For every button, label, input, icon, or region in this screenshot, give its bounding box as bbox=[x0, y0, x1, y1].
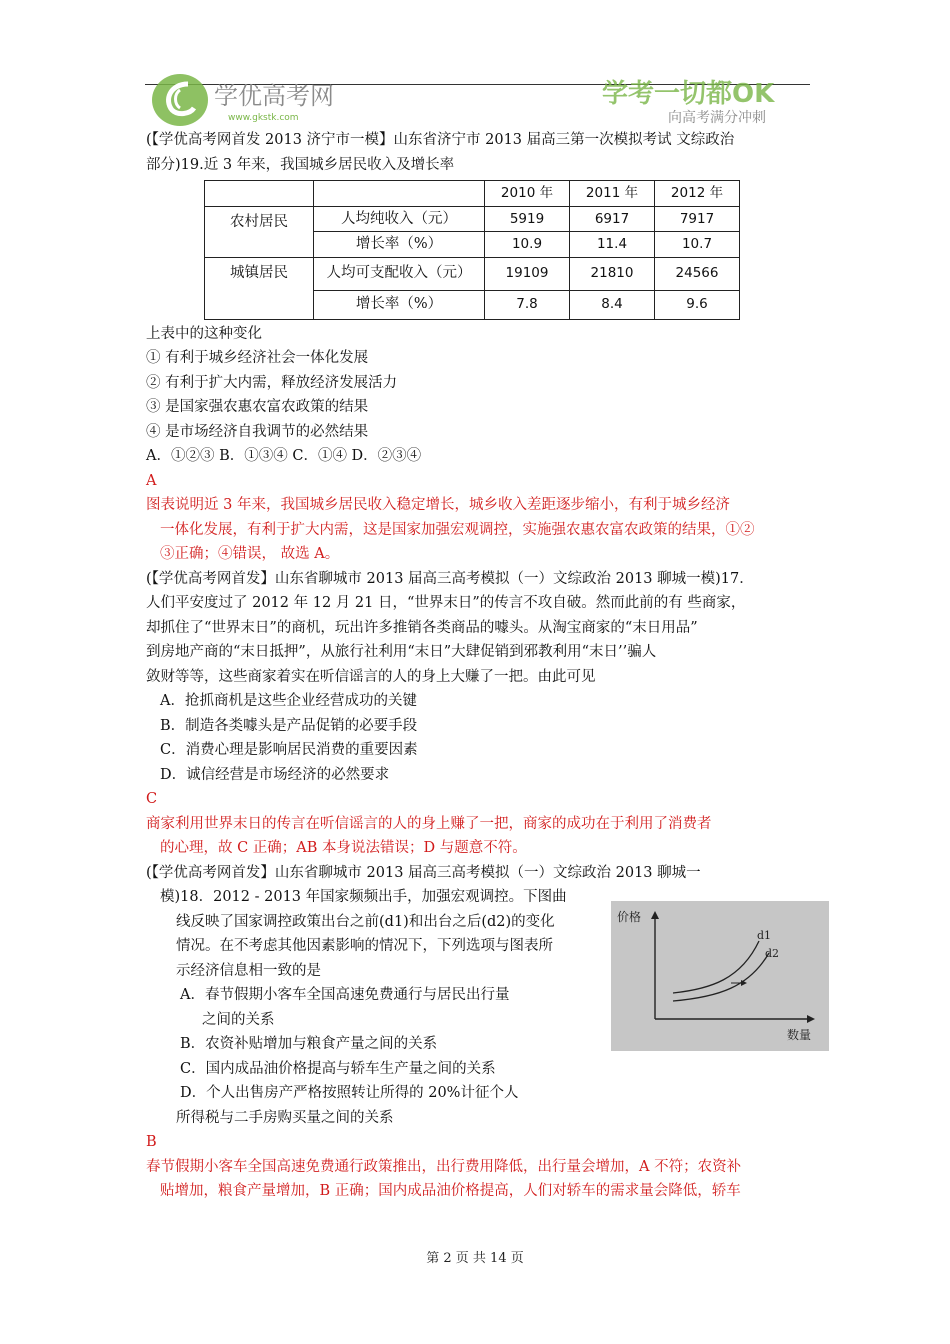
q1-item: ① 有利于城乡经济社会一体化发展 bbox=[146, 350, 369, 366]
q2-line: 到房地产商的“末日抵押”，从旅行社利用“末日”大肆促销到邪教利用“末日’’骗人 bbox=[146, 644, 657, 660]
q1-stem: 上表中的这种变化 bbox=[146, 325, 262, 342]
svg-text:www.gkstk.com: www.gkstk.com bbox=[228, 113, 299, 123]
q1-item: ② 有利于扩大内需，释放经济发展活力 bbox=[146, 374, 398, 391]
q2-option: A．抢抓商机是这些企业经营成功的关键 bbox=[160, 693, 417, 709]
q3-option-c: C．国内成品油价格提高与轿车生产量之间的关系 bbox=[180, 1060, 496, 1077]
value-cell: 11.4 bbox=[570, 232, 655, 258]
q2-explanation: 的心理，故 C 正确；AB 本身说法错误；D 与题意不符。 bbox=[160, 840, 527, 856]
gkstk-logo bbox=[150, 70, 380, 126]
value-cell: 5919 bbox=[485, 206, 570, 232]
q3-option-d: 所得税与二手房购买量之间的关系 bbox=[176, 1109, 394, 1126]
table-row bbox=[205, 181, 740, 207]
q3-line: 线反映了国家调控政策出台之前(d1)和出台之后(d2)的变化 bbox=[176, 913, 555, 930]
q3-explanation: 贴增加，粮食产量增加，B 正确；国内成品油价格提高，人们对轿车的需求量会降低，轿车 bbox=[160, 1183, 741, 1199]
value-cell: 7917 bbox=[655, 206, 740, 232]
q2-line: 人们平安度过了 2012 年 12 月 21 日，“世界末日”的传言不攻自破。然而此前的有 些商家， bbox=[146, 595, 746, 611]
q1-options: A．①②③ B．①③④ C．①④ D．②③④ bbox=[146, 448, 422, 464]
document-body bbox=[146, 128, 810, 1204]
q1-explanation: 一体化发展，有利于扩大内需，这是国家加强宏观调控，实施强农惠农富农政策的结果，①② bbox=[160, 521, 755, 538]
q3-answer: B bbox=[146, 1134, 157, 1150]
q1-explanation: 图表说明近 3 年来，我国城乡居民收入稳定增长，城乡收入差距逐步缩小，有利于城乡经济 bbox=[146, 497, 730, 513]
q3-line: (【学优高考网首发】山东省聊城市 2013 届高三高考模拟（一）文综政治 2013 聊城一 bbox=[146, 864, 701, 881]
q2-option: B．制造各类噱头是产品促销的必要手段 bbox=[160, 717, 418, 734]
q3-line: 情况。在不考虑其他因素影响的情况下，下列选项与图表所 bbox=[176, 938, 553, 954]
x-axis-label: 数量 bbox=[787, 1027, 812, 1042]
value-cell: 6917 bbox=[570, 206, 655, 232]
value-cell: 10.7 bbox=[655, 232, 740, 258]
metric-cell: 人均纯收入（元） bbox=[314, 206, 485, 232]
q3-line: 模)18．2012 - 2013 年国家频频出手，加强宏观调控。下图曲 bbox=[160, 889, 567, 905]
value-cell: 19109 bbox=[485, 257, 570, 290]
svg-text:学优高考网: 学优高考网 bbox=[214, 82, 334, 110]
q2-answer: C bbox=[146, 791, 158, 807]
q1-explanation: ③正确；④错误， 故选 A。 bbox=[160, 546, 340, 562]
urban-label: 城镇居民 bbox=[205, 257, 314, 319]
q1-item: ④ 是市场经济自我调节的必然结果 bbox=[146, 423, 369, 440]
slogan-logo bbox=[600, 74, 810, 130]
curve-label-d1: d1 bbox=[757, 928, 772, 942]
value-cell: 24566 bbox=[655, 257, 740, 290]
q1-intro-line1: (【学优高考网首发 2013 济宁市一模】山东省济宁市 2013 届高三第一次模拟考试 文综政治 bbox=[146, 132, 735, 148]
table-row bbox=[205, 206, 740, 232]
q3-option-b: B．农资补贴增加与粮食产量之间的关系 bbox=[180, 1036, 438, 1052]
q2-explanation: 商家利用世界末日的传言在听信谣言的人的身上赚了一把，商家的成功在于利用了消费者 bbox=[146, 815, 712, 832]
value-cell: 21810 bbox=[570, 257, 655, 290]
rural-label: 农村居民 bbox=[205, 206, 314, 257]
svg-text:向高考满分冲刺: 向高考满分冲刺 bbox=[668, 110, 766, 126]
value-cell: 10.9 bbox=[485, 232, 570, 258]
q3-option-d: D．个人出售房产严格按照转让所得的 20%计征个人 bbox=[180, 1085, 519, 1101]
value-cell: 7.8 bbox=[485, 290, 570, 319]
q2-line: (【学优高考网首发】山东省聊城市 2013 届高三高考模拟（一）文综政治 2013 聊城一模)17． bbox=[146, 570, 754, 587]
income-table bbox=[204, 180, 740, 320]
q3-option-a: A．春节假期小客车全国高速免费通行与居民出行量 bbox=[180, 987, 510, 1003]
page-footer: 第 2 页 共 14 页 bbox=[426, 1251, 524, 1266]
q2-option: C．消费心理是影响居民消费的重要因素 bbox=[160, 742, 418, 758]
year-header: 2011 年 bbox=[570, 181, 655, 207]
curve-label-d2: d2 bbox=[765, 946, 780, 960]
q3-line: 示经济信息相一致的是 bbox=[176, 962, 321, 979]
q2-line: 敛财等等，这些商家着实在听信谣言的人的身上大赚了一把。由此可见 bbox=[146, 668, 596, 685]
value-cell: 8.4 bbox=[570, 290, 655, 319]
q3-block bbox=[146, 861, 810, 1131]
q2-line: 却抓住了“世界末日”的商机，玩出许多推销各类商品的噱头。从淘宝商家的“末日用品” bbox=[146, 619, 698, 636]
metric-cell: 增长率（%） bbox=[314, 290, 485, 319]
table-row bbox=[205, 257, 740, 290]
y-axis-label: 价格 bbox=[617, 909, 642, 924]
metric-cell: 人均可支配收入（元） bbox=[314, 257, 485, 290]
q1-item: ③ 是国家强农惠农富农政策的结果 bbox=[146, 399, 369, 415]
year-header: 2012 年 bbox=[655, 181, 740, 207]
value-cell: 9.6 bbox=[655, 290, 740, 319]
year-header: 2010 年 bbox=[485, 181, 570, 207]
q2-option: D．诚信经营是市场经济的必然要求 bbox=[160, 766, 390, 783]
q1-answer: A bbox=[146, 472, 157, 489]
metric-cell: 增长率（%） bbox=[314, 232, 485, 258]
q3-option-a: 之间的关系 bbox=[202, 1011, 275, 1028]
demand-curve-figure bbox=[611, 901, 829, 1051]
q1-intro-line2: 部分)19.近 3 年来，我国城乡居民收入及增长率 bbox=[146, 156, 455, 173]
svg-text:学考一切都OK: 学考一切都OK bbox=[602, 79, 775, 109]
q3-explanation: 春节假期小客车全国高速免费通行政策推出，出行费用降低，出行量会增加，A 不符；农资补 bbox=[146, 1158, 742, 1175]
